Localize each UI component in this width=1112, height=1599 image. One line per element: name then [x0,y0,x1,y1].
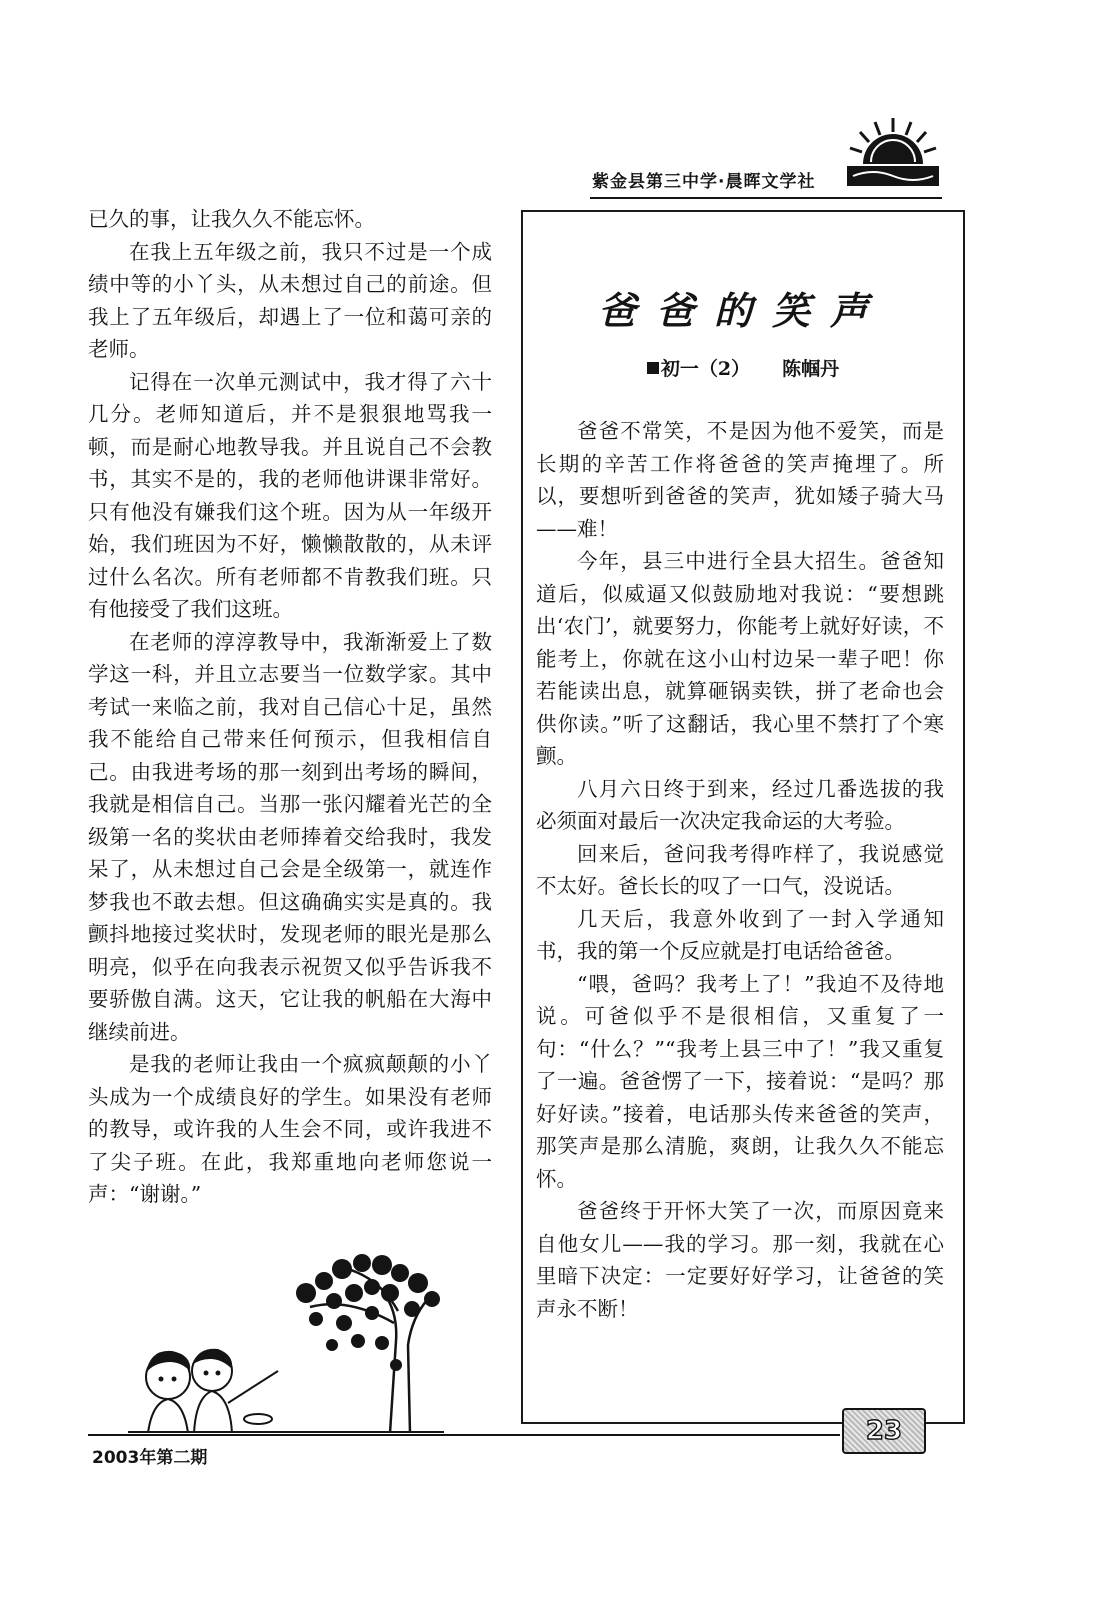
article-byline [523,354,963,381]
children-under-tree-illustration [128,1253,444,1433]
article-title: 爸爸的笑声 [597,288,888,333]
left-column-text [88,203,492,1211]
footer-divider [88,1434,840,1436]
article-paragraph: 今年，县三中进行全县大招生。爸爸知道后，似威逼又似鼓励地对我说：“要想跳出‘农门’，就要努力，你能考上就好好读，不能考上，你就在这小山村边呆一辈子吧！你若能读出息，就算砸锅卖铁，拼了老命也会供你读。”听了这翻话，我心里不禁打了个寒颤。 [536,549,944,768]
header-divider [590,197,942,199]
byline-author: 陈帼丹 [782,358,840,380]
sun-logo-icon [843,112,943,192]
article-paragraph: 几天后，我意外收到了一封入学通知书，我的第一个反应就是打电话给爸爸。 [536,906,944,963]
page-number: 23 [865,1416,903,1446]
article-paragraph: 爸爸不常笑，不是因为他不爱笑，而是长期的辛苦工作将爸爸的笑声掩埋了。所以，要想听到爸爸的笑声，犹如矮子骑大马——难！ [536,419,944,541]
article-paragraph: 回来后，爸问我考得咋样了，我说感觉不太好。爸长长的叹了一口气，没说话。 [536,841,944,898]
left-paragraph: 在我上五年级之前，我只不过是一个成绩中等的小丫头，从未想过自己的前途。但我上了五年级后，却遇上了一位和蔼可亲的老师。 [88,239,492,361]
article-paragraph: “喂，爸吗？我考上了！”我迫不及待地说。可爸似乎不是很相信，又重复了一句：“什么？”“我考上县三中了！”我又重复了一遍。爸爸愣了一下，接着说：“是吗？那好好读。”接着，电话那头传来爸爸的笑声，那笑声是那么清脆，爽朗，让我久久不能忘怀。 [536,971,944,1191]
left-paragraph: 在老师的淳淳教导中，我渐渐爱上了数学这一科，并且立志要当一位数学家。其中考试一来临之前，我对自己信心十足，虽然我不能给自己带来任何预示，但我相信自己。由我进考场的那一刻到出考场的瞬间，我就是相信自己。当那一张闪耀着光芒的全级第一名的奖状由老师捧着交给我时，我发呆了，从未想过自己会是全级第一，就连作梦我也不敢去想。但这确确实实是真的。我颤抖地接过奖状时，发现老师的眼光是那么明亮，似乎在向我表示祝贺又似乎告诉我不要骄傲自满。这天，它让我的帆船在大海中继续前进。 [88,629,492,1044]
header-school-name: 紫金县第三中学·晨晖文学社 [592,172,816,192]
left-paragraph: 已久的事，让我久久不能忘怀。 [88,207,375,231]
page-number-badge [842,1408,926,1454]
byline-square-icon [647,362,659,374]
byline-class: 初一（2） [660,358,751,380]
article-paragraph: 爸爸终于开怀大笑了一次，而原因竟来自他女儿——我的学习。那一刻，我就在心里暗下决定：一定要好好学习，让爸爸的笑声永不断！ [536,1199,944,1321]
left-paragraph: 是我的老师让我由一个疯疯颠颠的小丫头成为一个成绩良好的学生。如果没有老师的教导，或许我的人生会不同，或许我进不了尖子班。在此，我郑重地向老师您说一声：“谢谢。” [88,1052,492,1206]
article-body [536,415,944,1325]
article-paragraph: 八月六日终于到来，经过几番选拔的我必须面对最后一次决定我命运的大考验。 [536,776,944,833]
featured-article-box [521,210,965,1424]
footer-issue-label: 2003年第二期 [92,1448,208,1468]
left-paragraph: 记得在一次单元测试中，我才得了六十几分。老师知道后，并不是狠狠地骂我一顿，而是耐心地教导我。并且说自己不会教书，其实不是的，我的老师他讲课非常好。只有他没有嫌我们这个班。因为从一年级开始，我们班因为不好，懒懒散散的，从未评过什么名次。所有老师都不肯教我们班。只有他接受了我们这班。 [88,369,492,621]
